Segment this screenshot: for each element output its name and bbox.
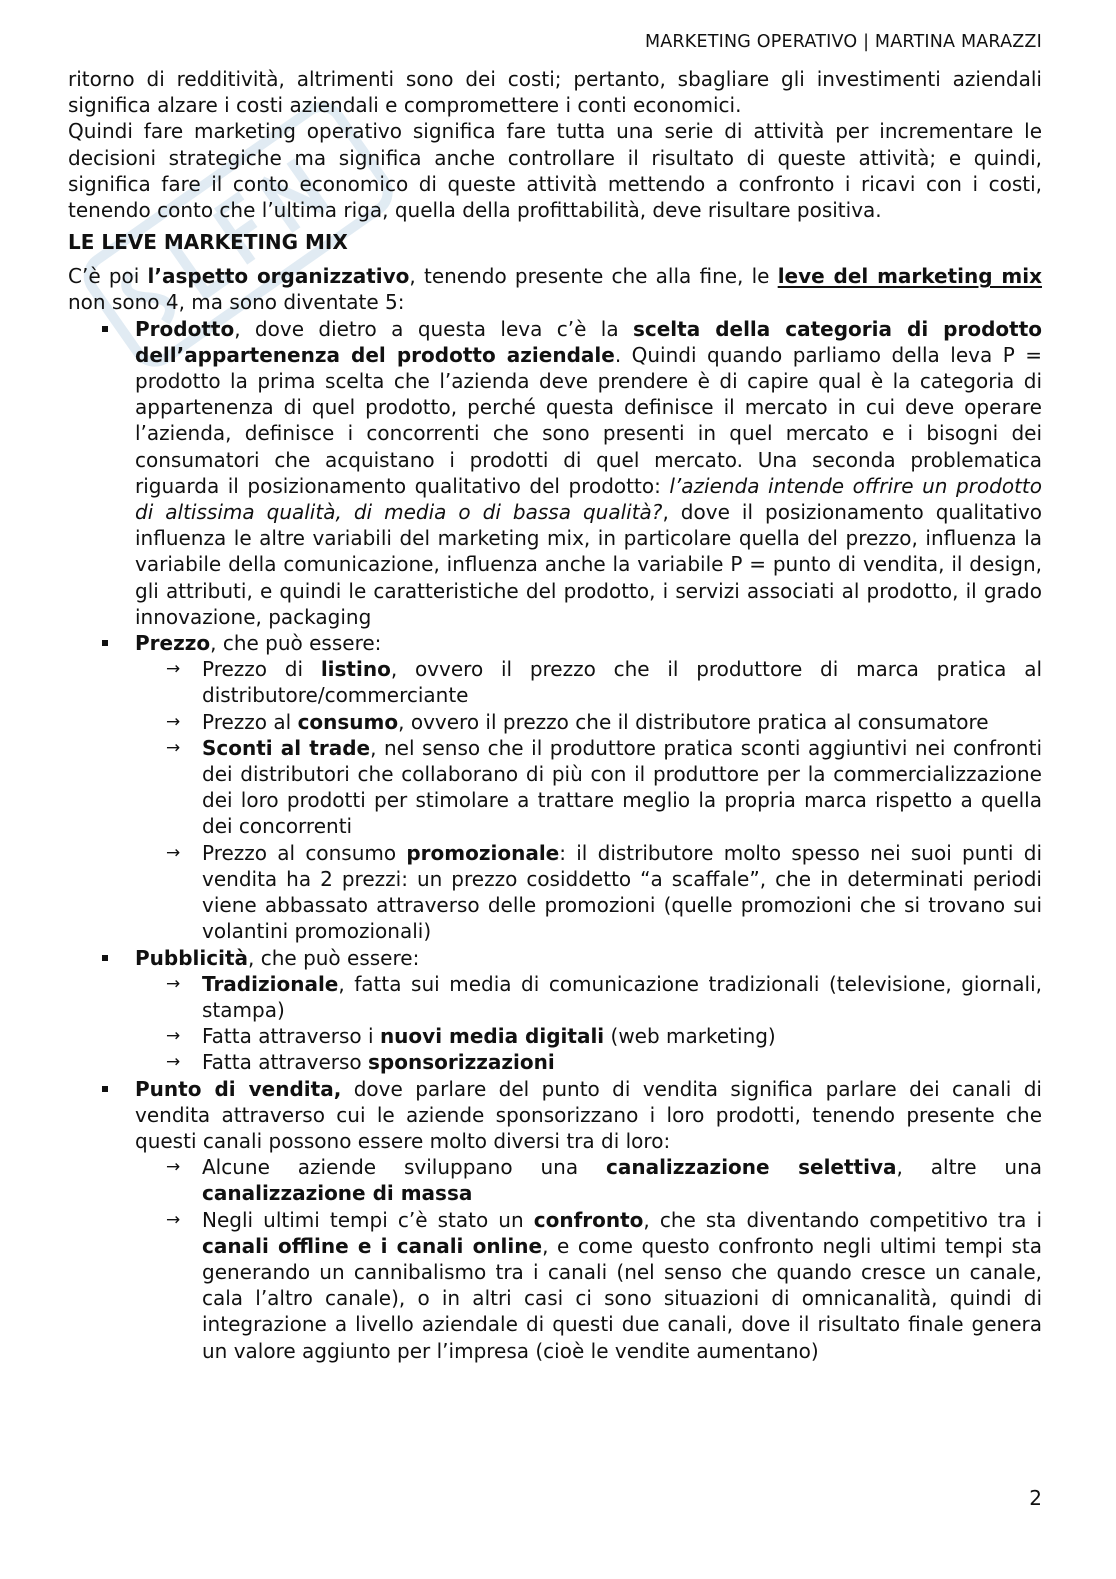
arrow-right-icon: → [166,659,181,680]
prezzo-sublist [135,656,1042,944]
intro-paragraph-2: Quindi fare marketing operativo significa fare tutta una serie di attività per incrementare le decisioni strategiche ma significa anche controllare il risultato di queste attività; e quindi, significa fare il conto economico di queste attività mettendo a confronto i ricavi con i costi, tenendo conto che l’ultima riga, quella della profittabilità, deve risultare positiva. [68,119,1042,223]
sub-item: → Alcune aziende sviluppano una canalizzazione selettiva, altre una canalizzazione di massa [166,1155,1042,1206]
list-item-pubblicita: Pubblicità, che può essere: → Tradizionale, fatta sui media di comunicazione tradizionali (televisione, giornali, stampa) → Fatta attraverso i nuovi media digitali (web marketing) → Fatta attraverso sponsorizzazioni [135,945,1042,1076]
arrow-right-icon: → [166,711,181,732]
list-item-prezzo: Prezzo, che può essere: → Prezzo di listino, ovvero il prezzo che il produttore di marca pratica al distributore/commerciante → Prezzo al consumo, ovvero il prezzo che il distributore pratica al consumatore → Sconti al trade, nel senso che il produttore pratica sconti aggiuntivi nei confronti dei distributori che collaborano di più con il produttore per la commercializzazione dei loro prodotti per stimolare a trattare meglio la propria marca rispetto a quella dei concorrenti → Prezzo al consumo promozionale: il distributore molto spesso nei suoi punti di vendita ha 2 prezzi: un prezzo cosiddetto “a scaffale”, che in determinati periodi viene abbassato attraverso delle promozioni (quelle promozioni che si trovano sui volantini promozionali) [135,630,1042,944]
page-number: 2 [1029,1486,1042,1510]
punto-sublist [135,1154,1042,1364]
pubblicita-sublist [135,971,1042,1076]
sub-item: → Prezzo al consumo, ovvero il prezzo che il distributore pratica al consumatore [166,709,989,734]
square-bullet-icon [102,640,108,646]
list-item-punto-di-vendita: Punto di vendita, dove parlare del punto di vendita significa parlare dei canali di vendita attraverso cui le aziende sponsorizzano i loro prodotti, tenendo presente che questi canali possono essere molto diversi tra di loro: → Alcune aziende sviluppano una canalizzazione selettiva, altre una canalizzazione di massa → Negli ultimi tempi c’è stato un confronto, che sta diventando competitivo tra i canali offline e i canali online, e come questo confronto negli ultimi tempi sta generando un cannibalismo tra i canali (nel senso che quando cresce un canale, cala l’altro canale), o in altri casi ci sono situazioni di omnicanalità, quindi di integrazione a livello aziendale di questi due canali, dove il risultato finale genera un valore aggiunto per l’impresa (cioè le vendite aumentano) [135,1076,1042,1364]
arrow-right-icon: → [166,842,181,863]
sub-item: → Negli ultimi tempi c’è stato un confronto, che sta diventando competitivo tra i canali offline e i canali online, e come questo confronto negli ultimi tempi sta generando un cannibalismo tra i canali (nel senso che quando cresce un canale, cala l’altro canale), o in altri casi ci sono situazioni di omnicanalità, quindi di integrazione a livello aziendale di questi due canali, dove il risultato finale genera un valore aggiunto per l’impresa (cioè le vendite aumentano) [166,1207,1043,1363]
sub-item: → Prezzo di listino, ovvero il prezzo che il produttore di marca pratica al distributore/commerciante [166,657,1043,708]
sub-item: → Sconti al trade, nel senso che il produttore pratica sconti aggiuntivi nei confronti dei distributori che collaborano di più con il produttore per la commercializzazione dei loro prodotti per stimolare a trattare meglio la propria marca rispetto a quella dei concorrenti [166,735,1043,839]
square-bullet-icon [102,326,108,332]
arrow-right-icon: → [166,1157,181,1178]
page-header: MARKETING OPERATIVO | MARTINA MARAZZI [644,32,1042,52]
sub-item: → Tradizionale, fatta sui media di comunicazione tradizionali (televisione, giornali, stampa) [166,971,1042,1022]
arrow-right-icon: → [166,737,181,758]
arrow-right-icon: → [166,1209,181,1230]
marketing-mix-list [68,316,1042,1364]
sub-item: → Fatta attraverso sponsorizzazioni [166,1050,555,1075]
sub-item: → Fatta attraverso i nuovi media digitali (web marketing) [166,1024,776,1049]
arrow-right-icon: → [166,973,181,994]
section-lead: C’è poi l’aspetto organizzativo, tenendo presente che alla fine, le leve del marketing mix non sono 4, ma sono diventate 5: [68,264,1042,315]
arrow-right-icon: → [166,1052,181,1073]
document-body [68,66,1042,1364]
intro-paragraph-1: ritorno di redditività, altrimenti sono dei costi; pertanto, sbagliare gli investimenti aziendali significa alzare i costi aziendali e compromettere i conti economici. [68,67,1042,118]
sub-item: → Prezzo al consumo promozionale: il distributore molto spesso nei suoi punti di vendita ha 2 prezzi: un prezzo cosiddetto “a scaffale”, che in determinati periodi viene abbassato attraverso delle promozioni (quelle promozioni che si trovano sui volantini promozionali) [166,840,1043,944]
section-title: LE LEVE MARKETING MIX [68,230,348,255]
list-item-prodotto: Prodotto, dove dietro a questa leva c’è la scelta della categoria di prodotto dell’appartenenza del prodotto aziendale. Quindi quando parliamo della leva P = prodotto la prima scelta che l’azienda deve prendere è di capire qual è la categoria di appartenenza di quel prodotto, perché questa definisce il mercato in cui deve operare l’azienda, definisce i concorrenti che sono presenti in quel mercato e i bisogni dei consumatori che acquistano i prodotti di quel mercato. Una seconda problematica riguarda il posizionamento qualitativo del prodotto: l’azienda intende offrire un prodotto di altissima qualità, di media o di bassa qualità?, dove il posizionamento qualitativo influenza le altre variabili del marketing mix, in particolare quella del prezzo, influenza la variabile della comunicazione, influenza anche la variabile P = punto di vendita, il design, gli attributi, e quindi le caratteristiche del prodotto, i servizi associati al prodotto, il grado innovazione, packaging [135,316,1042,630]
square-bullet-icon [102,1086,108,1092]
arrow-right-icon: → [166,1026,181,1047]
square-bullet-icon [102,955,108,961]
